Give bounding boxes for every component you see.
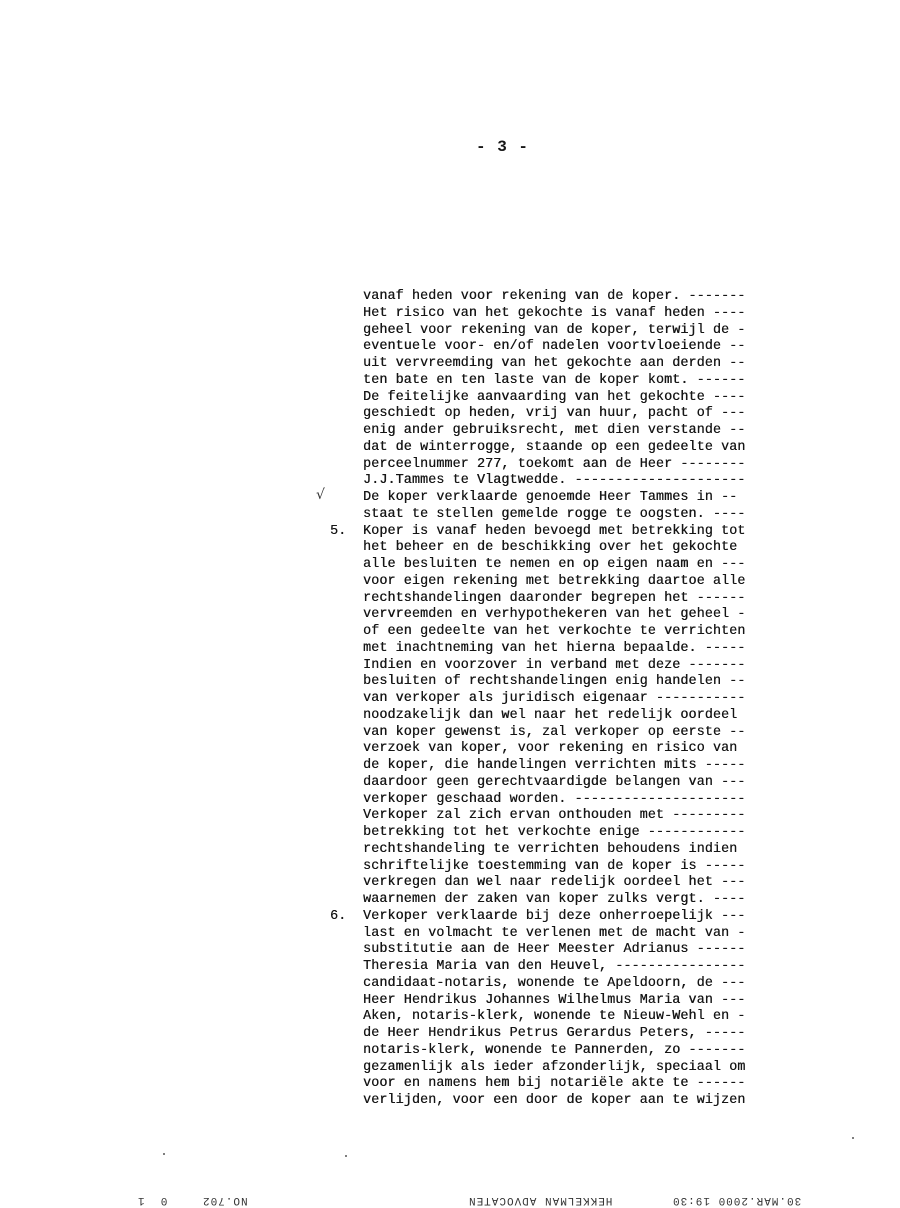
line-text: dat de winterrogge, staande op een gedeelte van [363,439,746,455]
line-text: rechtshandelingen daaronder begrepen het ------ [363,590,746,606]
text-line [363,691,849,708]
text-line [363,507,849,524]
line-text: last en volmacht te verlenen met de macht van - [363,925,746,941]
text-line [363,993,849,1010]
text-line [363,457,849,474]
text-line [363,289,849,306]
line-text: voor eigen rekening met betrekking daartoe alle [363,573,746,589]
line-text: Verkoper verklaarde bij deze onherroepelijk --- [363,908,746,924]
margin-check-mark: √ [316,487,325,503]
text-line [363,859,849,876]
text-line [363,557,849,574]
line-text: eventuele voor- en/of nadelen voortvloeiende -- [363,339,746,355]
line-text: Theresia Maria van den Heuvel, ---------------- [363,959,746,974]
text-line [363,758,849,775]
line-text: candidaat-notaris, wonende te Apeldoorn, de --- [363,975,746,991]
text-line [363,1076,849,1093]
line-text: Het risico van het gekochte is vanaf heden ---- [363,305,746,321]
line-text: de Heer Hendrikus Petrus Gerardus Peters, ----- [363,1026,746,1041]
line-text: voor en namens hem bij notariële akte te ------ [363,1076,746,1092]
scan-speck [345,1155,347,1157]
line-text: notaris-klerk, wonende te Pannerden, zo ------- [363,1042,746,1058]
line-text: alle besluiten te nemen en op eigen naam en --- [363,557,746,572]
fax-page-count: 0 1 [137,1194,168,1206]
text-line [363,624,849,641]
line-text: vervreemden en verhypothekeren van het geheel - [363,607,746,623]
line-text: De koper verklaarde genoemde Heer Tammes in -- [363,490,738,505]
text-line [363,808,849,825]
line-text: besluiten of rechtshandelingen enig handelen -- [363,674,746,690]
text-line [363,708,849,725]
line-text: ten bate en ten laste van de koper komt. ------ [363,372,746,388]
text-line [330,523,849,541]
text-line [363,406,849,423]
line-text: geheel voor rekening van de koper, terwijl de - [363,322,746,338]
line-text: enig ander gebruiksrecht, met dien verstande -- [363,423,746,438]
line-text: perceelnummer 277, toekomt aan de Heer -------- [363,456,746,472]
text-line [363,540,849,557]
text-line [363,976,849,993]
line-text: waarnemen der zaken van koper zulks vergt. ---- [363,892,746,907]
fax-sender: HEKKELMAN ADVOCATEN [468,1194,613,1206]
text-line [363,440,849,457]
text-line [363,875,849,892]
text-line [363,607,849,624]
line-text: daardoor geen gerechtvaardigde belangen van --- [363,774,746,790]
text-line [363,942,849,959]
line-text: Verkoper zal zich ervan onthouden met --------- [363,808,746,824]
line-text: van koper gewenst is, zal verkoper op eerste -- [363,724,746,740]
text-line [330,908,849,926]
text-line [363,473,849,490]
line-text: J.J.Tammes te Vlagtwedde. --------------------- [363,473,746,489]
text-line [363,1026,849,1043]
text-line [363,658,849,675]
text-line [363,641,849,658]
text-line [363,1009,849,1026]
text-line [363,356,849,373]
text-line [363,1093,849,1110]
line-text: Heer Hendrikus Johannes Wilhelmus Maria van --- [363,992,746,1008]
line-text: De feitelijke aanvaarding van het gekochte ---- [363,389,746,405]
text-line [363,574,849,591]
text-line [363,892,849,909]
line-text: Aken, notaris-klerk, wonende te Nieuw-Wehl en - [363,1009,746,1025]
scan-speck [852,1137,854,1139]
text-line [363,825,849,842]
line-text: geschiedt op heden, vrij van huur, pacht of --- [363,406,746,422]
line-text: de koper, die handelingen verrichten mits ----- [363,758,746,773]
line-text: rechtshandeling te verrichten behoudens indien [363,841,738,857]
text-line [363,842,849,859]
text-line [363,490,849,507]
clause-number: 6. [330,908,347,924]
line-text: verkoper geschaad worden. --------------------- [363,791,746,807]
fax-number: NO.702 [202,1194,248,1206]
text-line [363,926,849,943]
text-line [363,1043,849,1060]
line-text: Koper is vanaf heden bevoegd met betrekking tot [363,523,746,539]
line-text: substitutie aan de Heer Meester Adrianus ------ [363,942,746,958]
text-line [363,423,849,440]
line-text: uit vervreemding van het gekochte aan derden -- [363,356,746,371]
text-line [363,306,849,323]
line-text: verkregen dan wel naar redelijk oordeel het --- [363,875,746,891]
line-text: gezamenlijk als ieder afzonderlijk, speciaal om [363,1059,746,1075]
line-text: Indien en voorzover in verband met deze ------- [363,657,746,673]
clause-number: 5. [330,523,347,539]
fax-transmission-footer [0,1192,900,1208]
line-text: met inachtneming van het hierna bepaalde. ----- [363,640,746,656]
fax-timestamp: 30.MAR.2000 19:30 [672,1194,802,1206]
deed-text-block [330,289,849,1110]
text-line [363,1060,849,1077]
text-line [363,792,849,809]
line-text: noodzakelijk dan wel naar het redelijk oordeel [363,707,738,723]
page-number: - 3 - [476,138,530,156]
line-text: van verkoper als juridisch eigenaar ----------- [363,691,746,706]
text-line [363,323,849,340]
line-text: schriftelijke toestemming van de koper is ----- [363,858,746,874]
line-text: verzoek van koper, voor rekening en risico van [363,741,738,757]
text-line [363,959,849,976]
text-line [363,725,849,742]
text-line [363,775,849,792]
line-text: betrekking tot het verkochte enige ------------ [363,825,746,840]
text-line [363,373,849,390]
line-text: staat te stellen gemelde rogge te oogsten. ---- [363,506,746,522]
text-line [363,339,849,356]
text-line [363,390,849,407]
text-line [363,591,849,608]
text-line [363,674,849,691]
line-text: vanaf heden voor rekening van de koper. ------- [363,289,746,304]
scan-speck [163,1153,165,1155]
line-text: of een gedeelte van het verkochte te verrichten [363,624,746,639]
text-line [363,741,849,758]
line-text: het beheer en de beschikking over het gekochte [363,540,738,556]
line-text: verlijden, voor een door de koper aan te wijzen [363,1093,746,1108]
